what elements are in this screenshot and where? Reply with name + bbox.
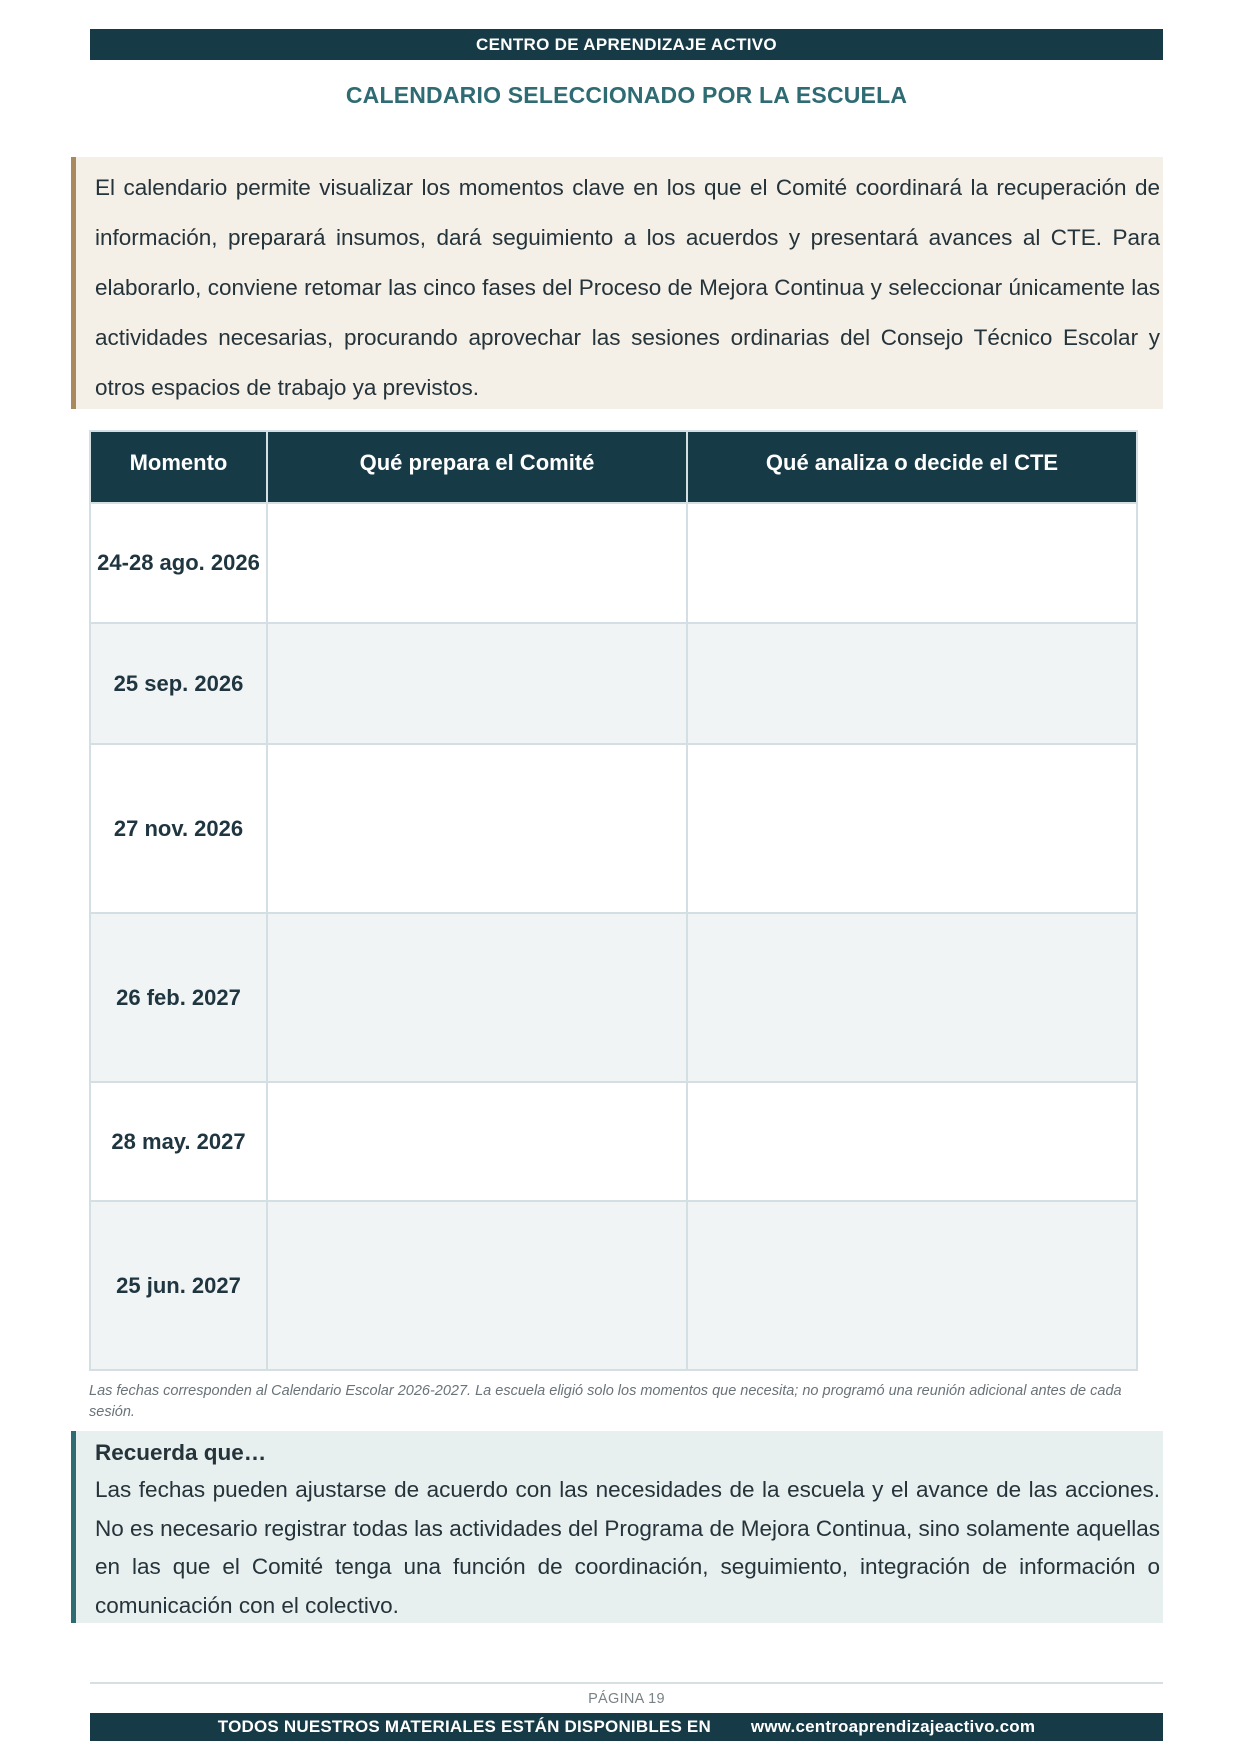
header-que-prepara: Qué prepara el Comité — [267, 431, 687, 503]
decide-cell[interactable] — [687, 623, 1137, 744]
moment-cell: 25 sep. 2026 — [90, 623, 267, 744]
decide-cell[interactable] — [687, 744, 1137, 913]
intro-text: El calendario permite visualizar los momentos clave en los que el Comité coordinará la recuperación de información, preparará insumos, dará seguimiento a los acuerdos y presentará avances al CTE. Para elaborarlo, conviene retomar las cinco fases del Proceso de Mejora Continua y seleccionar únicamente las actividades necesarias, procurando aprovechar las sesiones ordinarias del Consejo Técnico Escolar y otros espacios de trabajo ya previstos. — [95, 175, 1160, 400]
footer-website-link[interactable]: www.centroaprendizajeactivo.com — [750, 1717, 1036, 1736]
prepara-cell[interactable] — [267, 503, 687, 623]
prepara-cell[interactable] — [267, 744, 687, 913]
prepara-cell[interactable] — [267, 623, 687, 744]
header-bar — [90, 29, 1163, 60]
prepara-cell[interactable] — [267, 913, 687, 1082]
page-title: CALENDARIO SELECCIONADO POR LA ESCUELA — [345, 82, 908, 108]
footer-divider — [90, 1682, 1163, 1684]
header-org-name: CENTRO DE APRENDIZAJE ACTIVO — [476, 34, 777, 54]
decide-cell[interactable] — [687, 1201, 1137, 1370]
remember-box — [71, 1431, 1163, 1623]
table-row — [90, 623, 1137, 744]
table-row — [90, 503, 1137, 623]
table-note: Las fechas corresponden al Calendario Escolar 2026-2027. La escuela eligió solo los momentos que necesita; no programó una reunión adicional antes de cada sesión. — [89, 1383, 1122, 1420]
footer-availability-text: TODOS NUESTROS MATERIALES ESTÁN DISPONIBLES EN — [217, 1717, 711, 1736]
page-number: PÁGINA 19 — [588, 1691, 665, 1707]
table-row — [90, 1082, 1137, 1201]
table-row — [90, 913, 1137, 1082]
table-row — [90, 744, 1137, 913]
header-momento: Momento — [90, 431, 267, 503]
calendar-table — [89, 430, 1138, 1371]
intro-box — [71, 157, 1163, 409]
table-header-row — [90, 431, 1137, 503]
table-row — [90, 1201, 1137, 1370]
footer-bar — [90, 1713, 1163, 1741]
prepara-cell[interactable] — [267, 1082, 687, 1201]
prepara-cell[interactable] — [267, 1201, 687, 1370]
moment-cell: 25 jun. 2027 — [90, 1201, 267, 1370]
decide-cell[interactable] — [687, 1082, 1137, 1201]
header-que-decide: Qué analiza o decide el CTE — [687, 431, 1137, 503]
moment-cell: 28 may. 2027 — [90, 1082, 267, 1201]
moment-cell: 26 feb. 2027 — [90, 913, 267, 1082]
decide-cell[interactable] — [687, 913, 1137, 1082]
moment-cell: 27 nov. 2026 — [90, 744, 267, 913]
remember-text: Las fechas pueden ajustarse de acuerdo con las necesidades de la escuela y el avance de las acciones. No es necesario registrar todas las actividades del Programa de Mejora Continua, sino solamente aquellas en las que el Comité tenga una función de coordinación, seguimiento, integración de información o comunicación con el colectivo. — [95, 1477, 1160, 1618]
moment-cell: 24-28 ago. 2026 — [90, 503, 267, 623]
decide-cell[interactable] — [687, 503, 1137, 623]
remember-title: Recuerda que… — [95, 1440, 267, 1465]
